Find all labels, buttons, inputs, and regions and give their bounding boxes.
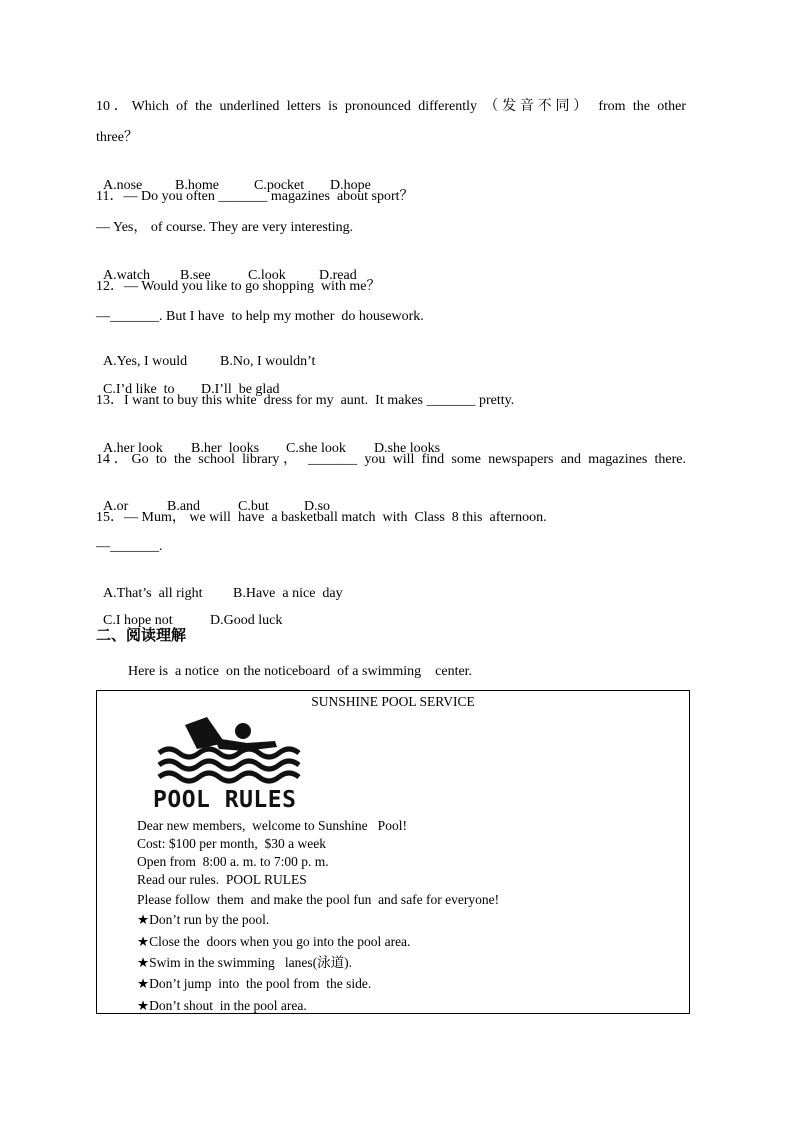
rule-item: ★Close the doors when you go into the pool area. bbox=[137, 934, 411, 949]
option-b: B.Have a nice day bbox=[233, 586, 343, 601]
question-15-reply: —_______. bbox=[96, 539, 163, 554]
rule-item: ★Swim in the swimming lanes(泳道). bbox=[137, 955, 352, 970]
question-10-text: 10．Which of the underlined letters is pronounced differently （发音不同） from the other bbox=[96, 99, 686, 114]
question-13-text: 13．I want to buy this white dress for my aunt. It makes _______ pretty. bbox=[96, 393, 515, 408]
notice-title: SUNSHINE POOL SERVICE bbox=[311, 694, 475, 709]
option-c: C.I’d like to bbox=[103, 382, 175, 397]
option-d: D.I’ll be glad bbox=[201, 382, 280, 397]
notice-hours: Open from 8:00 a. m. to 7:00 p. m. bbox=[137, 854, 329, 869]
option-a: A.Yes, I would bbox=[103, 354, 188, 369]
swimmer-icon bbox=[137, 713, 307, 813]
option-a: A.watch bbox=[103, 268, 151, 283]
question-10-text-cont: three？ bbox=[96, 130, 138, 145]
notice-box bbox=[96, 690, 690, 1014]
notice-read-rules: Read our rules. POOL RULES bbox=[137, 872, 307, 887]
notice-intro: Here is a notice on the noticeboard of a swimming center. bbox=[128, 664, 473, 679]
option-a: A.That’s all right bbox=[103, 586, 203, 601]
option-b: B.see bbox=[180, 268, 211, 283]
notice-follow: Please follow them and make the pool fun and safe for everyone! bbox=[137, 892, 500, 907]
option-b: B.her looks bbox=[191, 441, 260, 456]
notice-cost: Cost: $100 per month, $30 a week bbox=[137, 836, 326, 851]
option-d: D.she looks bbox=[374, 441, 441, 456]
question-12-text: 12．— Would you like to go shopping with me？ bbox=[96, 279, 381, 294]
option-b: B.No, I wouldn’t bbox=[220, 354, 316, 369]
option-d: D.hope bbox=[330, 178, 371, 193]
option-b: B.and bbox=[167, 499, 201, 514]
question-11-reply: — Yes， of course. They are very interesting. bbox=[96, 220, 354, 235]
option-c: C.but bbox=[238, 499, 269, 514]
rule-item: ★Don’t shout in the pool area. bbox=[137, 998, 307, 1013]
option-c: C.look bbox=[248, 268, 286, 283]
question-15-options-row2 bbox=[96, 594, 282, 630]
question-12-reply: —_______. But I have to help my mother do housework. bbox=[96, 309, 424, 324]
question-14-text: 14．Go to the school library， _______ you will find some newspapers and magazines there. bbox=[96, 452, 686, 467]
option-a: A.or bbox=[103, 499, 129, 514]
section-title: 二、阅读理解 bbox=[96, 626, 187, 644]
svg-text:POOL RULES: POOL RULES bbox=[153, 787, 297, 813]
option-a: A.nose bbox=[103, 178, 143, 193]
rule-item: ★Don’t jump into the pool from the side. bbox=[137, 976, 372, 991]
option-d: D.so bbox=[304, 499, 331, 514]
question-11-text: 11．— Do you often _______ magazines about sport？ bbox=[96, 189, 414, 204]
option-a: A.her look bbox=[103, 441, 163, 456]
question-15-text: 15．— Mum， we will have a basketball match with Class 8 this afternoon. bbox=[96, 510, 547, 525]
option-c: C.she look bbox=[286, 441, 346, 456]
option-d: D.read bbox=[319, 268, 357, 283]
option-c: C.I hope not bbox=[103, 613, 173, 628]
rule-item: ★Don’t run by the pool. bbox=[137, 912, 270, 927]
pool-rules-logo bbox=[137, 713, 307, 813]
option-d: D.Good luck bbox=[210, 613, 283, 628]
option-b: B.home bbox=[175, 178, 219, 193]
notice-welcome: Dear new members, welcome to Sunshine Pool! bbox=[137, 818, 407, 833]
option-c: C.pocket bbox=[254, 178, 305, 193]
